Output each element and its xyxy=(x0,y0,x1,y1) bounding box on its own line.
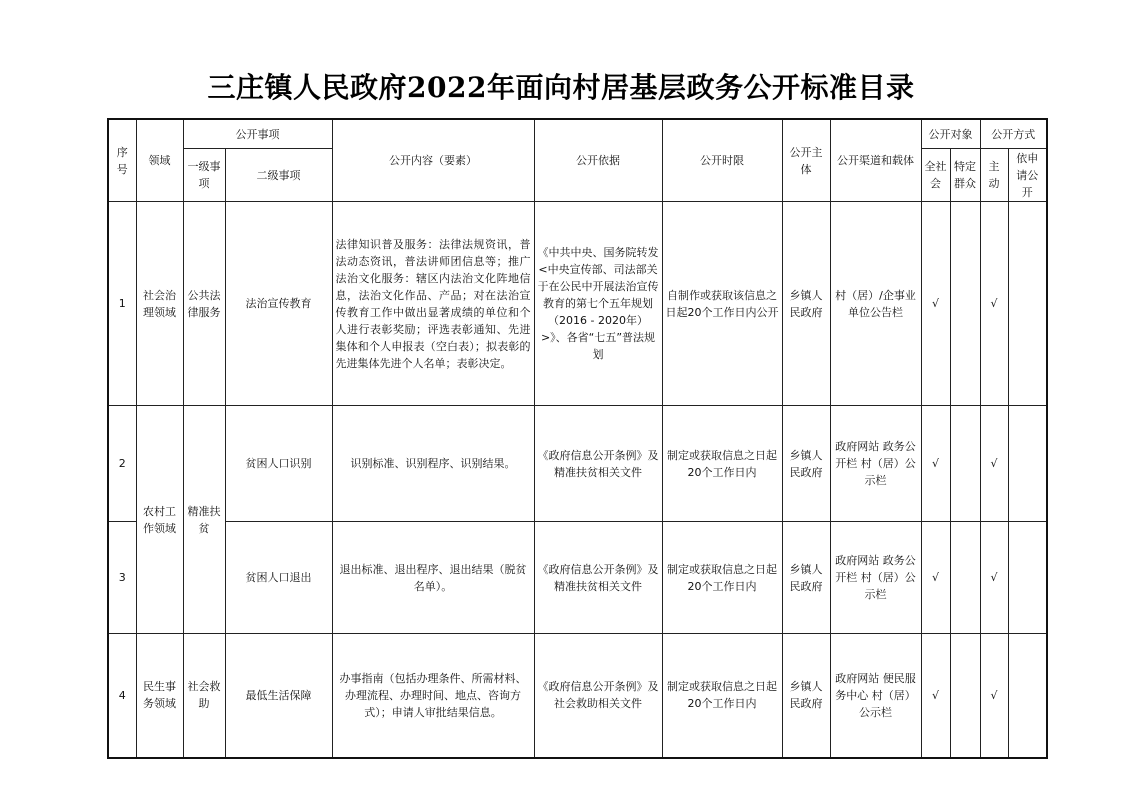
row-content: 退出标准、退出程序、退出结果（脱贫名单）。 xyxy=(332,522,534,634)
row-content: 办事指南（包括办理条件、所需材料、办理流程、办理时间、地点、咨询方式）；申请人审批结果信息。 xyxy=(332,634,534,758)
row-item-l2: 贫困人口退出 xyxy=(225,522,332,634)
row-channel: 政府网站 便民服务中心 村（居）公示栏 xyxy=(830,634,921,758)
row-domain: 农村工作领域 xyxy=(136,406,183,634)
row-channel: 村（居）/企事业单位公告栏 xyxy=(830,202,921,406)
row-basis: 《政府信息公开条例》及社会救助相关文件 xyxy=(534,634,662,758)
header-method-request: 依申请公开 xyxy=(1008,149,1047,202)
header-basis: 公开依据 xyxy=(534,119,662,202)
row-target-specific xyxy=(950,634,980,758)
row-seq: 4 xyxy=(108,634,136,758)
table-row xyxy=(108,634,1047,758)
row-subject: 乡镇人民政府 xyxy=(782,522,830,634)
row-target-specific xyxy=(950,522,980,634)
header-items: 公开事项 xyxy=(183,119,332,149)
row-method-active: √ xyxy=(980,406,1008,522)
row-item-l1: 公共法律服务 xyxy=(183,202,225,406)
row-channel: 政府网站 政务公开栏 村（居）公示栏 xyxy=(830,406,921,522)
header-item-l1: 一级事项 xyxy=(183,149,225,202)
page-title: 三庄镇人民政府2022年面向村居基层政务公开标准目录 xyxy=(207,71,915,104)
table-row xyxy=(108,202,1047,406)
header-method-active: 主动 xyxy=(980,149,1008,202)
row-item-l2: 最低生活保障 xyxy=(225,634,332,758)
row-subject: 乡镇人民政府 xyxy=(782,202,830,406)
row-target-all: √ xyxy=(921,202,950,406)
row-item-l2: 贫困人口识别 xyxy=(225,406,332,522)
header-channel: 公开渠道和载体 xyxy=(830,119,921,202)
row-domain: 民生事务领域 xyxy=(136,634,183,758)
row-target-specific xyxy=(950,406,980,522)
row-domain: 社会治理领域 xyxy=(136,202,183,406)
row-method-active: √ xyxy=(980,634,1008,758)
row-seq: 2 xyxy=(108,406,136,522)
row-basis: 《中共中央、国务院转发<中央宣传部、司法部关于在公民中开展法治宣传教育的第七个五年规划（2016 - 2020年）>》、各省“七五”普法规划 xyxy=(534,202,662,406)
row-deadline: 制定或获取信息之日起20个工作日内 xyxy=(662,406,782,522)
row-item-l2: 法治宣传教育 xyxy=(225,202,332,406)
row-content: 法律知识普及服务：法律法规资讯，普法动态资讯，普法讲师团信息等；推广法治文化服务：辖区内法治文化阵地信息，法治文化作品、产品；对在法治宣传教育工作中做出显著成绩的单位和个人进行表彰奖励；评选表彰通知、先进集体和个人申报表（空白表）；拟表彰的先进集体先进个人名单；表彰决定。 xyxy=(332,202,534,406)
row-item-l1: 精准扶贫 xyxy=(183,406,225,634)
header-target-specific: 特定群众 xyxy=(950,149,980,202)
row-method-request xyxy=(1008,522,1047,634)
disclosure-catalog-table xyxy=(107,118,1048,759)
row-subject: 乡镇人民政府 xyxy=(782,634,830,758)
row-content: 识别标准、识别程序、识别结果。 xyxy=(332,406,534,522)
row-basis: 《政府信息公开条例》及精准扶贫相关文件 xyxy=(534,406,662,522)
header-domain: 领域 xyxy=(136,119,183,202)
header-seq: 序号 xyxy=(108,119,136,202)
table-row xyxy=(108,406,1047,522)
table-row xyxy=(108,522,1047,634)
row-item-l1: 社会救助 xyxy=(183,634,225,758)
row-target-all: √ xyxy=(921,406,950,522)
header-content: 公开内容（要素） xyxy=(332,119,534,202)
row-deadline: 制定或获取信息之日起20个工作日内 xyxy=(662,522,782,634)
header-item-l2: 二级事项 xyxy=(225,149,332,202)
row-method-active: √ xyxy=(980,522,1008,634)
row-target-all: √ xyxy=(921,634,950,758)
header-deadline: 公开时限 xyxy=(662,119,782,202)
row-method-active: √ xyxy=(980,202,1008,406)
header-target: 公开对象 xyxy=(921,119,980,149)
header-method: 公开方式 xyxy=(980,119,1047,149)
row-target-all: √ xyxy=(921,522,950,634)
row-method-request xyxy=(1008,634,1047,758)
row-subject: 乡镇人民政府 xyxy=(782,406,830,522)
header-subject: 公开主体 xyxy=(782,119,830,202)
header-target-all: 全社会 xyxy=(921,149,950,202)
row-seq: 3 xyxy=(108,522,136,634)
row-method-request xyxy=(1008,406,1047,522)
row-deadline: 制定或获取信息之日起20个工作日内 xyxy=(662,634,782,758)
row-channel: 政府网站 政务公开栏 村（居）公示栏 xyxy=(830,522,921,634)
row-target-specific xyxy=(950,202,980,406)
row-deadline: 自制作或获取该信息之日起20个工作日内公开 xyxy=(662,202,782,406)
row-method-request xyxy=(1008,202,1047,406)
row-seq: 1 xyxy=(108,202,136,406)
row-basis: 《政府信息公开条例》及精准扶贫相关文件 xyxy=(534,522,662,634)
